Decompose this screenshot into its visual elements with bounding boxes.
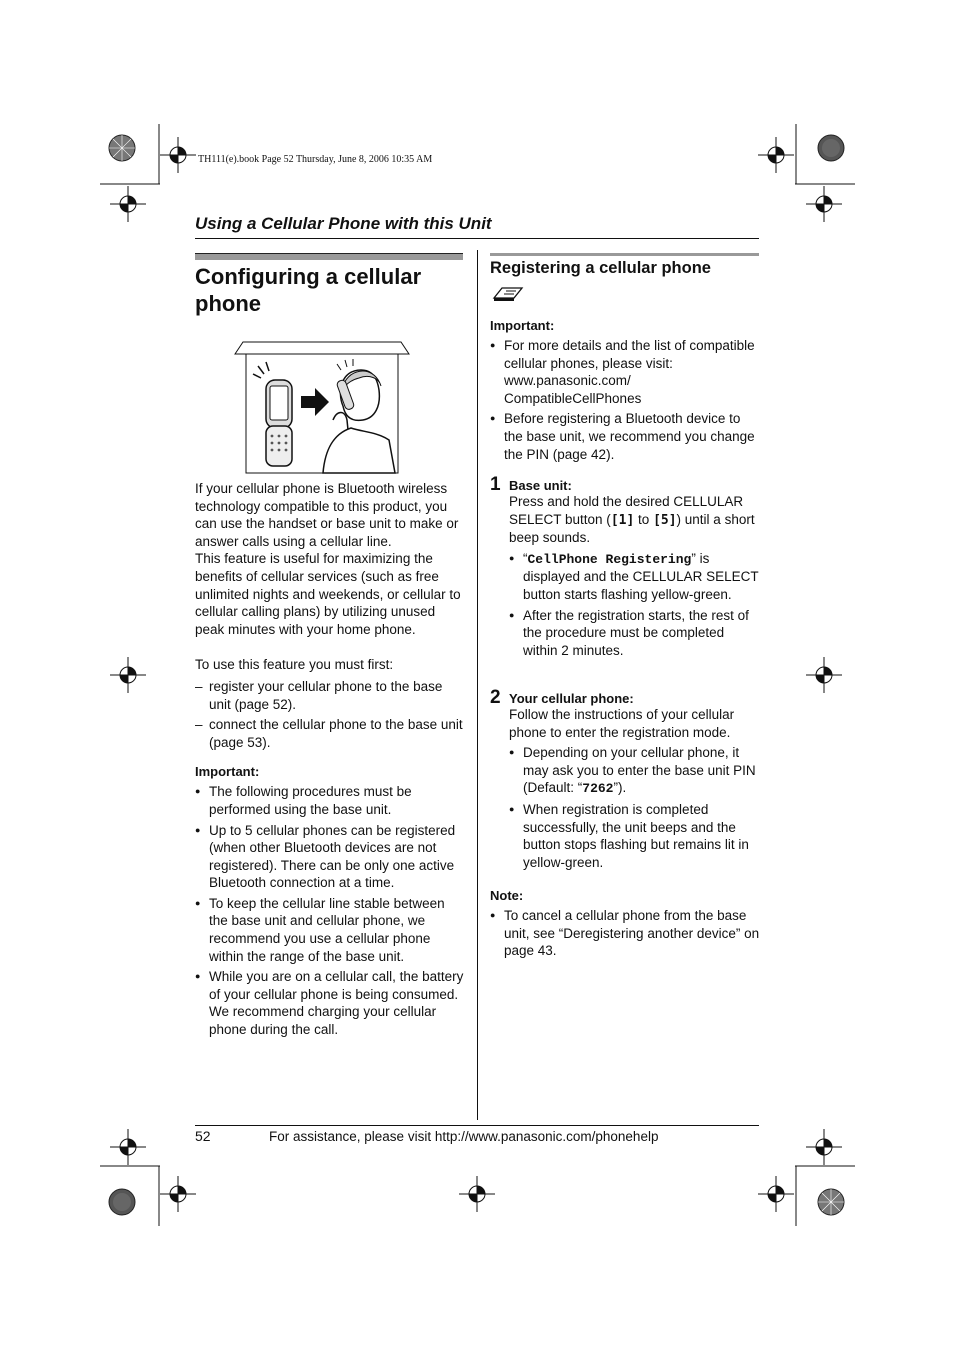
registration-mark-icon bbox=[110, 1129, 146, 1165]
title-bar bbox=[490, 253, 759, 256]
registration-mark-icon bbox=[806, 1129, 842, 1165]
step-bullets bbox=[509, 744, 760, 871]
page-title-line1: Configuring a cellular bbox=[195, 264, 422, 289]
left-column bbox=[195, 480, 465, 1042]
color-bar-circle-icon bbox=[107, 133, 137, 163]
footer-help-text: For assistance, please visit http://www.panasonic.com/phonehelp bbox=[269, 1129, 659, 1144]
list-item: ● Before registering a Bluetooth device to the base unit, we recommend you change the PIN (page 42). bbox=[490, 410, 760, 463]
registration-mark-icon bbox=[806, 657, 842, 693]
step-body bbox=[509, 493, 760, 547]
list-item bbox=[509, 744, 760, 798]
list-item: ● To cancel a cellular phone from the base unit, see “Deregistering another device” on page 43. bbox=[490, 907, 760, 960]
color-bar-circle-icon bbox=[107, 1187, 137, 1217]
note-section bbox=[490, 888, 760, 963]
bullet-text: ”). bbox=[613, 780, 627, 796]
registration-mark-icon bbox=[758, 1176, 794, 1212]
display-text: CellPhone Registering bbox=[527, 551, 692, 567]
important-label: Important: bbox=[195, 764, 260, 780]
step-2 bbox=[490, 687, 760, 874]
step-text: to bbox=[634, 511, 654, 527]
prereq-list bbox=[195, 678, 465, 751]
title-bar bbox=[195, 253, 463, 260]
intro-paragraph-2: This feature is useful for maximizing the benefits of cellular services (such as free unlimited nights and weekends, or cellular to cellular calling plans) by utilizing unused peak minutes with your home phone. bbox=[195, 551, 461, 637]
registration-mark-icon bbox=[459, 1176, 495, 1212]
display-text: 7262 bbox=[582, 781, 614, 797]
intro-paragraph: If your cellular phone is Bluetooth wireless technology compatible to this product, you can use the handset or base unit to make or answer calls using a cellular line. bbox=[195, 481, 459, 549]
key-label: [5] bbox=[653, 512, 677, 528]
bullet-text: “ bbox=[523, 550, 528, 566]
prereq-lead: To use this feature you must first: bbox=[195, 657, 394, 673]
page-number: 52 bbox=[195, 1128, 211, 1144]
list-item: ● Up to 5 cellular phones can be registered (when other Bluetooth devices are not registered). There can be only one active Bluetooth connection at a time. bbox=[195, 822, 465, 892]
list-item bbox=[509, 550, 760, 604]
print-info: TH111(e).book Page 52 Thursday, June 8, 2006 10:35 AM bbox=[198, 154, 433, 165]
important-list bbox=[195, 783, 465, 1038]
step-text: Press and hold the desired CELLULAR SELECT button ( bbox=[509, 494, 744, 527]
list-item: ● For more details and the list of compatible cellular phones, please visit: www.panasonic.com/ CompatibleCellPhones bbox=[490, 337, 760, 407]
list-item: ● The following procedures must be performed using the base unit. bbox=[195, 783, 465, 818]
color-bar-circle-icon bbox=[816, 133, 846, 163]
section-title: Registering a cellular phone bbox=[490, 259, 711, 277]
step-heading: Your cellular phone: bbox=[509, 691, 634, 706]
step-number: 1 bbox=[490, 474, 501, 495]
registration-mark-icon bbox=[758, 137, 794, 173]
list-item: – connect the cellular phone to the base unit (page 53). bbox=[195, 716, 465, 751]
page-title bbox=[195, 263, 463, 317]
step-body: Follow the instructions of your cellular phone to enter the registration mode. bbox=[509, 707, 735, 740]
important-list bbox=[490, 337, 760, 463]
list-item: ● To keep the cellular line stable between the base unit and cellular phone, we recommend you use a cellular phone within the range of the base unit. bbox=[195, 895, 465, 965]
right-column bbox=[490, 318, 760, 466]
note-label: Note: bbox=[490, 888, 524, 903]
step-text: ) until a short beep sounds. bbox=[509, 511, 755, 546]
header-rule bbox=[195, 238, 759, 239]
registration-mark-icon bbox=[806, 186, 842, 222]
list-item: ● While you are on a cellular call, the battery of your cellular phone is being consumed. We recommend charging your cellular phone during the call. bbox=[195, 968, 465, 1038]
color-bar-circle-icon bbox=[816, 1187, 846, 1217]
list-item: ● After the registration starts, the rest of the procedure must be completed within 2 minutes. bbox=[509, 607, 760, 660]
bullet-text: Depending on your cellular phone, it may ask you to enter the base unit PIN (Default: “ bbox=[523, 745, 756, 796]
bullet-text: ” is displayed and the CELLULAR SELECT button starts flashing yellow-green. bbox=[523, 550, 759, 602]
registration-mark-icon bbox=[110, 657, 146, 693]
note-list bbox=[490, 907, 760, 960]
column-divider bbox=[477, 250, 478, 1120]
list-item: ● When registration is completed successfully, the unit beeps and the button stops flashing but remains lit in yellow-green. bbox=[509, 801, 760, 871]
step-bullets bbox=[509, 550, 760, 660]
registration-mark-icon bbox=[110, 186, 146, 222]
footer-rule bbox=[195, 1125, 759, 1126]
registration-mark-icon bbox=[160, 1176, 196, 1212]
step-1 bbox=[490, 474, 760, 662]
step-heading: Base unit: bbox=[509, 478, 572, 493]
section-header-title: Using a Cellular Phone with this Unit bbox=[195, 214, 492, 233]
registration-mark-icon bbox=[160, 137, 196, 173]
base-unit-icon bbox=[492, 284, 524, 302]
step-number: 2 bbox=[490, 687, 501, 708]
phone-illustration bbox=[233, 340, 411, 475]
key-label: [1] bbox=[610, 512, 635, 528]
important-label: Important: bbox=[490, 318, 555, 333]
list-item: – register your cellular phone to the base unit (page 52). bbox=[195, 678, 465, 713]
page-title-line2: phone bbox=[195, 291, 261, 316]
